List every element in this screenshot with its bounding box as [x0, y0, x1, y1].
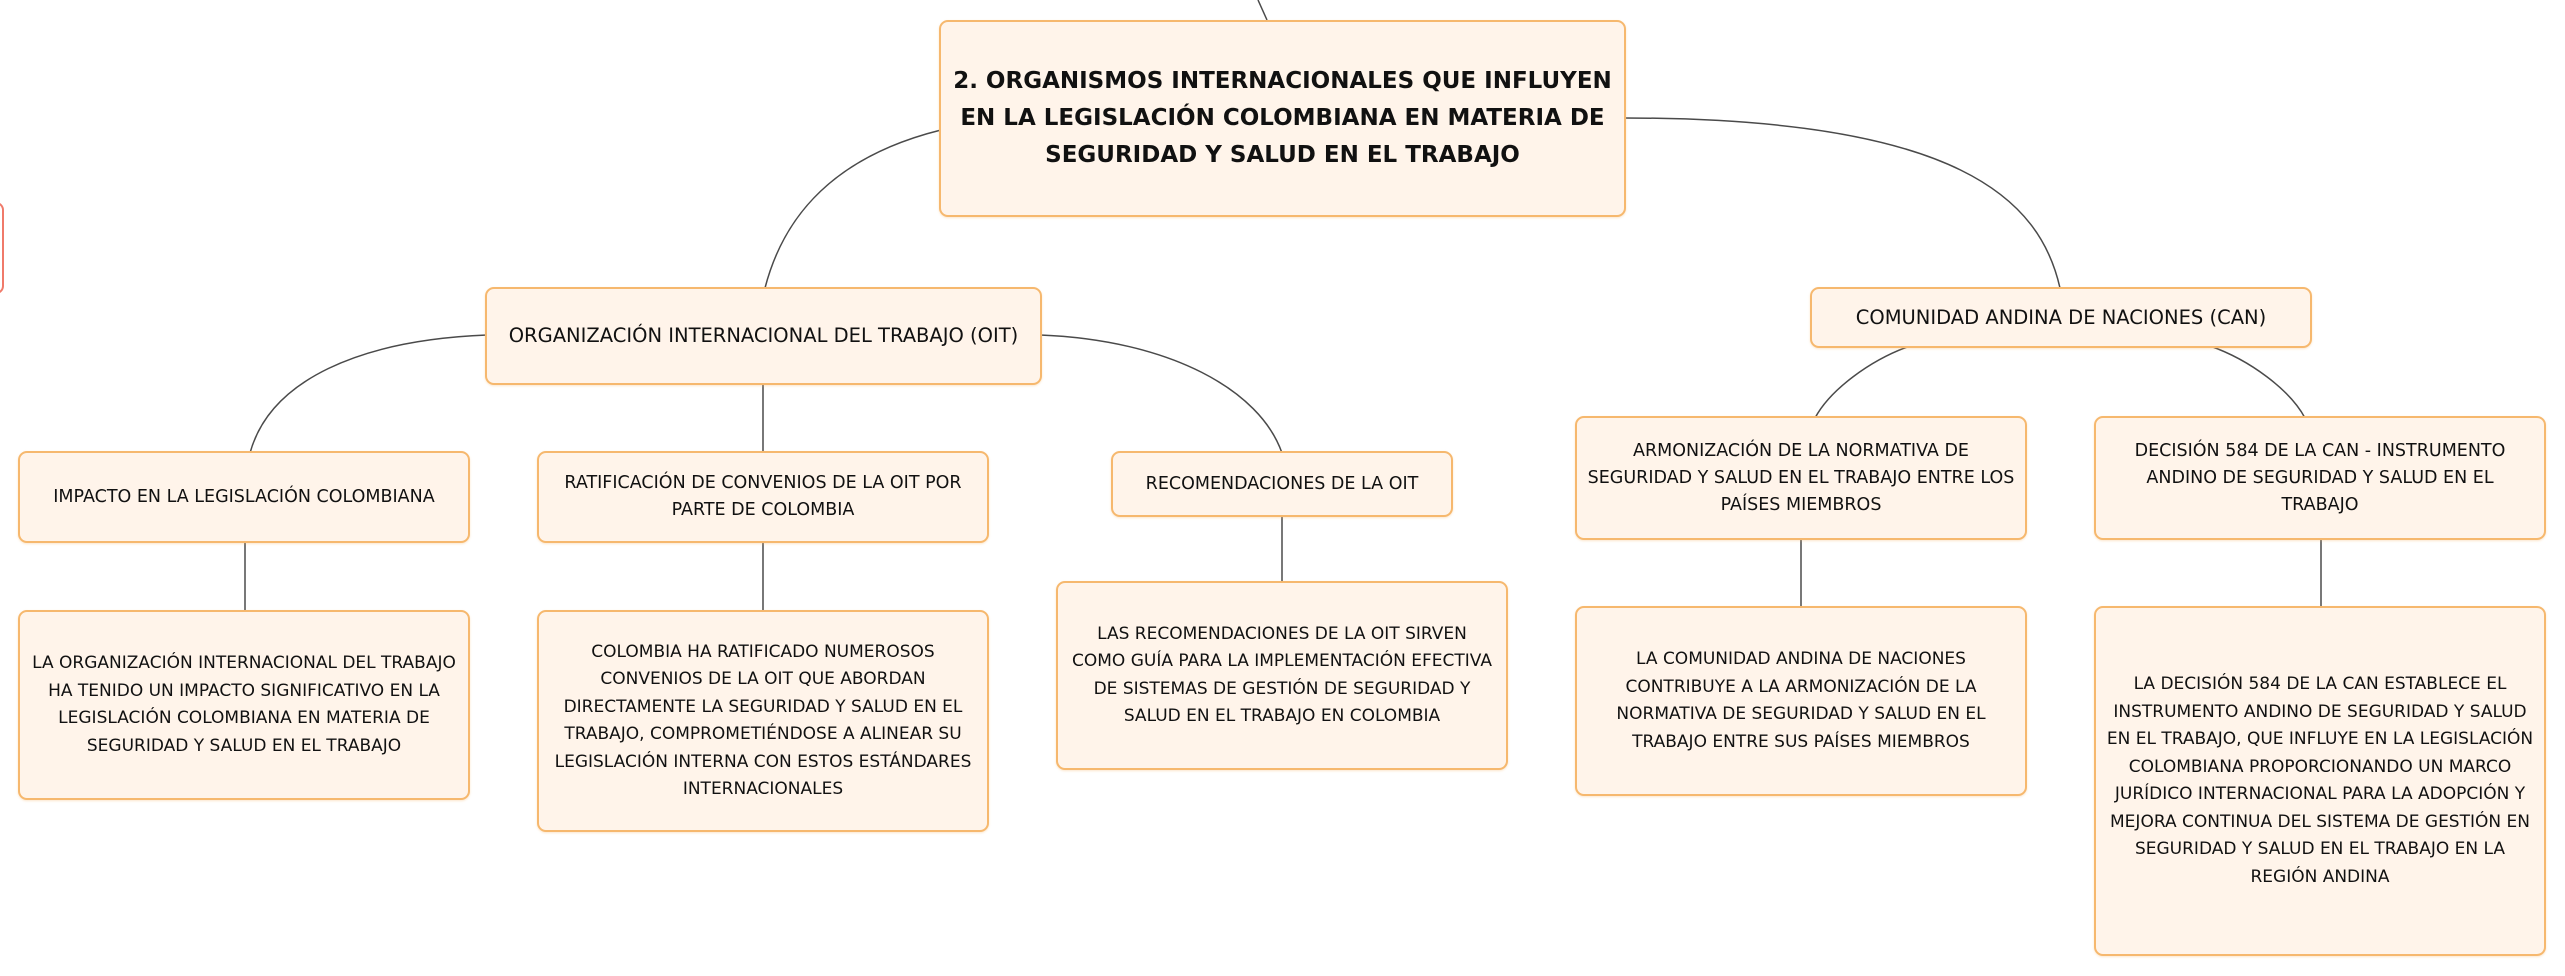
branch-can[interactable] — [1810, 287, 2312, 348]
detail-decision[interactable] — [2094, 606, 2546, 956]
connector-can-to-decision — [2210, 346, 2305, 418]
subtopic-armonizacion[interactable] — [1575, 416, 2027, 540]
connector-root-to-oit — [765, 130, 941, 288]
central-topic[interactable] — [939, 20, 1626, 217]
central-topic-text: 2. ORGANISMOS INTERNACIONALES QUE INFLUYEN EN LA LEGISLACIÓN COLOMBIANA EN MATERIA DE SEGURIDAD Y SALUD EN EL TRABAJO — [953, 68, 1612, 168]
detail-ratificacion-text: COLOMBIA HA RATIFICADO NUMEROSOS CONVENIOS DE LA OIT QUE ABORDAN DIRECTAMENTE LA SEGURIDAD Y SALUD EN EL TRABAJO, COMPROMETIÉNDOSE A ALINEAR SU LEGISLACIÓN INTERNA CON ESTOS ESTÁNDARES INTERNACIONALES — [554, 641, 972, 799]
branch-oit[interactable] — [485, 287, 1042, 385]
subtopic-decision-text: DECISIÓN 584 DE LA CAN - INSTRUMENTO ANDINO DE SEGURIDAD Y SALUD EN EL TRABAJO — [2134, 440, 2506, 515]
detail-armonizacion-text: LA COMUNIDAD ANDINA DE NACIONES CONTRIBUYE A LA ARMONIZACIÓN DE LA NORMATIVA DE SEGURIDAD Y SALUD EN EL TRABAJO ENTRE SUS PAÍSES MIEMBROS — [1616, 649, 1986, 752]
branch-can-text: COMUNIDAD ANDINA DE NACIONES (CAN) — [1855, 305, 2267, 329]
connector-root-to-can — [1624, 118, 2060, 288]
detail-impacto-text: LA ORGANIZACIÓN INTERNACIONAL DEL TRABAJO HA TENIDO UN IMPACTO SIGNIFICATIVO EN LA LEGISLACIÓN COLOMBIANA EN MATERIA DE SEGURIDAD Y SALUD EN EL TRABAJO — [32, 653, 456, 756]
subtopic-ratificacion-text: RATIFICACIÓN DE CONVENIOS DE LA OIT POR PARTE DE COLOMBIA — [564, 473, 962, 520]
subtopic-armonizacion-text: ARMONIZACIÓN DE LA NORMATIVA DE SEGURIDAD Y SALUD EN EL TRABAJO ENTRE LOS PAÍSES MIEMBROS — [1587, 440, 2015, 515]
subtopic-decision[interactable] — [2094, 416, 2546, 540]
subtopic-impacto[interactable] — [18, 451, 470, 543]
connector-top-stub — [1258, 0, 1267, 20]
connector-oit-to-recomendaciones — [1040, 335, 1282, 453]
branch-oit-text: ORGANIZACIÓN INTERNACIONAL DEL TRABAJO (OIT) — [508, 324, 1019, 347]
detail-decision-text: LA DECISIÓN 584 DE LA CAN ESTABLECE EL INSTRUMENTO ANDINO DE SEGURIDAD Y SALUD EN EL TRABAJO, QUE INFLUYE EN LA LEGISLACIÓN COLOMBIANA PROPORCIONANDO UN MARCO JURÍDICO INTERNACIONAL PARA LA ADOPCIÓN Y MEJORA CONTINUA DEL SISTEMA DE GESTIÓN EN SEGURIDAD Y SALUD EN EL TRABAJO EN LA REGIÓN ANDINA — [2106, 674, 2534, 887]
detail-ratificacion[interactable] — [537, 610, 989, 832]
subtopic-impacto-text: IMPACTO EN LA LEGISLACIÓN COLOMBIANA — [53, 486, 435, 507]
detail-recomendaciones-text: LAS RECOMENDACIONES DE LA OIT SIRVEN COMO GUÍA PARA LA IMPLEMENTACIÓN EFECTIVA DE SISTEMAS DE GESTIÓN DE SEGURIDAD Y SALUD EN EL TRABAJO EN COLOMBIA — [1072, 623, 1492, 726]
subtopic-ratificacion[interactable] — [537, 451, 989, 543]
subtopic-recomendaciones[interactable] — [1111, 451, 1453, 517]
detail-armonizacion[interactable] — [1575, 606, 2027, 796]
detail-recomendaciones[interactable] — [1056, 581, 1508, 770]
connector-oit-to-impacto — [250, 335, 487, 453]
detail-impacto[interactable] — [18, 610, 470, 800]
connector-can-to-armonizacion — [1815, 346, 1910, 418]
side-panel-tab[interactable] — [0, 202, 4, 294]
subtopic-recomendaciones-text: RECOMENDACIONES DE LA OIT — [1145, 473, 1419, 494]
